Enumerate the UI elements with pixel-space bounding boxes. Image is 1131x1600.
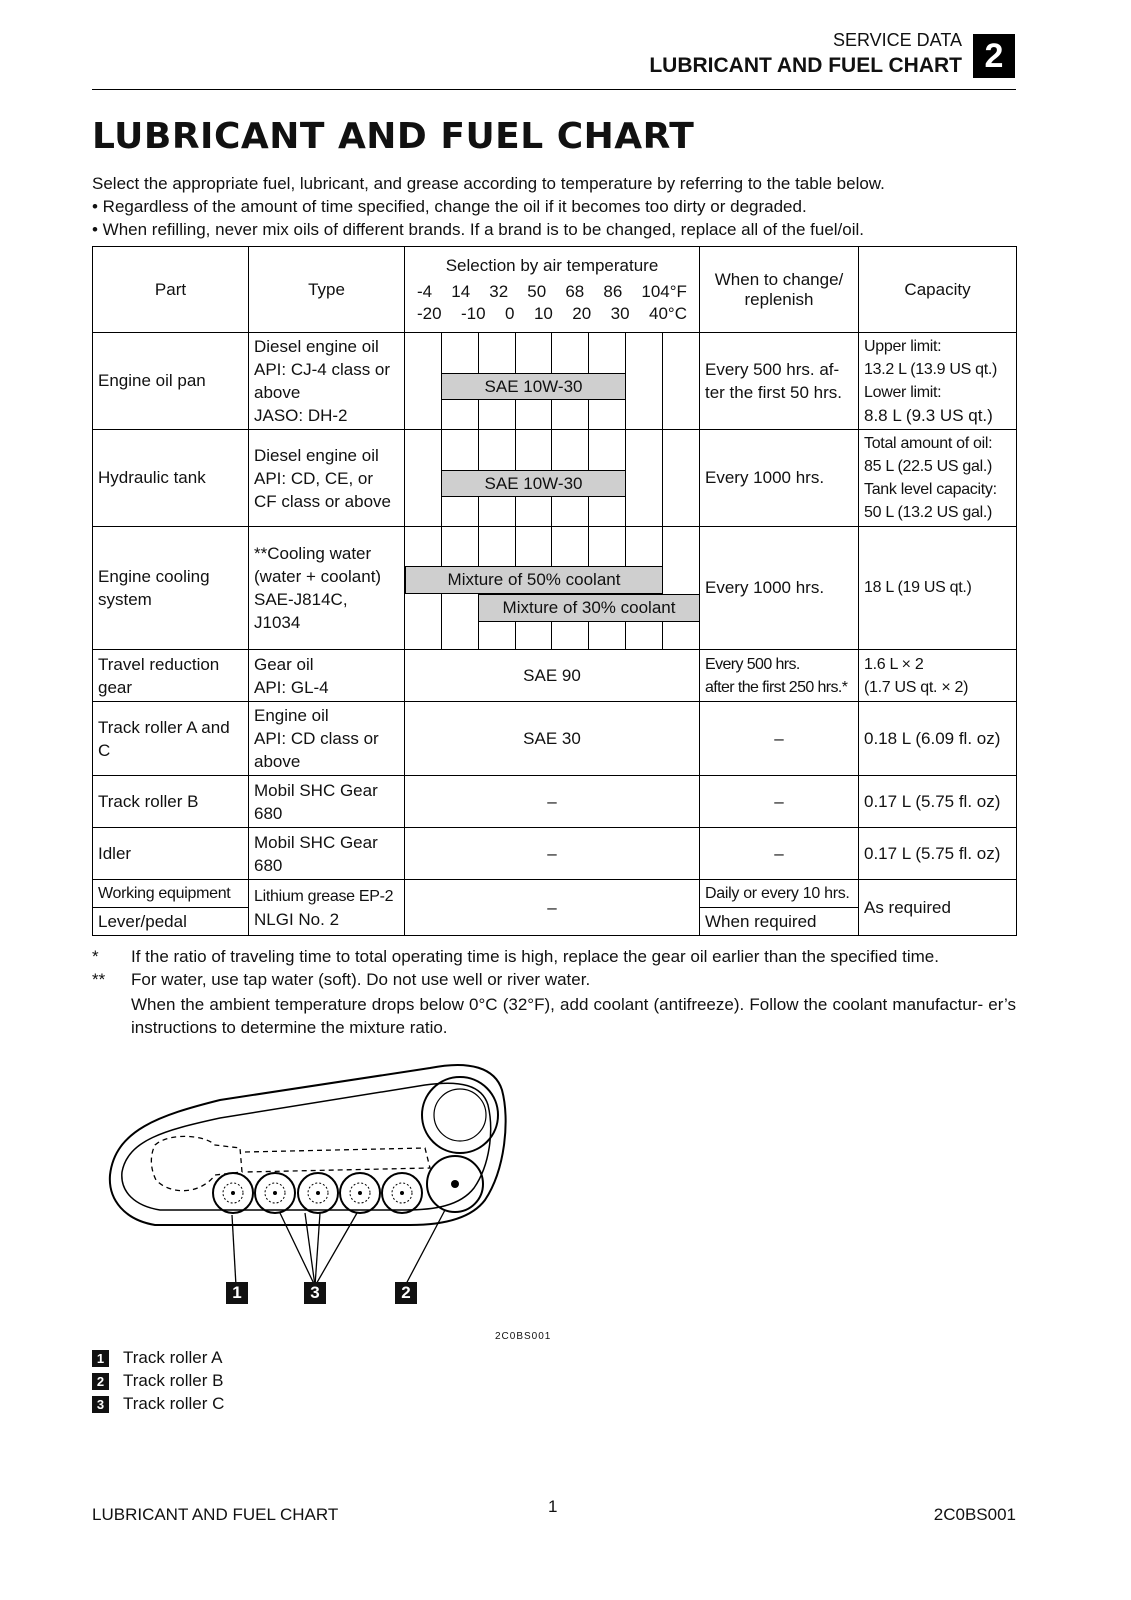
header-capacity: Capacity — [859, 247, 1017, 333]
legend-item — [92, 1348, 223, 1368]
when-line: after the first 250 hrs.* — [705, 678, 848, 696]
cell-selection: – — [405, 776, 700, 828]
cell-part: Working equipment — [93, 880, 249, 908]
legend-number: 1 — [92, 1350, 109, 1367]
cell-when — [700, 650, 859, 702]
diagram-code: 2C0BS001 — [495, 1331, 552, 1342]
cell-part: Engine cooling system — [93, 527, 249, 650]
range-bar: SAE 10W-30 — [441, 373, 626, 400]
range-bar-50: Mixture of 50% coolant — [405, 566, 663, 594]
motor-dashed — [151, 1136, 242, 1190]
legend-item — [92, 1371, 223, 1391]
capacity-line: 85 L (22.5 US gal.) — [864, 458, 993, 475]
cell-type — [249, 650, 405, 702]
cell-when: Every 500 hrs. af- ter the first 50 hrs. — [700, 333, 859, 430]
type-line: API: GL-4 — [254, 677, 329, 697]
type-line: Lithium grease EP-2 — [254, 887, 394, 905]
capacity-line: 50 L (13.2 US gal.) — [864, 504, 993, 521]
header-part: Part — [93, 247, 249, 333]
leader-lines — [232, 1210, 445, 1286]
capacity-line: 1.6 L × 2 — [864, 655, 924, 673]
type-line: CF class or above — [254, 491, 391, 511]
when-line: Every 500 hrs. — [705, 655, 800, 673]
capacity-line: Lower limit: — [864, 384, 942, 401]
type-line: above — [254, 383, 301, 402]
temp-c: 30 — [610, 303, 630, 323]
cell-type: Mobil SHC Gear 680 — [249, 776, 405, 828]
footnote-2: For water, use tap water (soft). Do not use well or river water. — [131, 970, 591, 989]
range-bar-30: Mixture of 30% coolant — [478, 594, 700, 622]
cell-selection: – — [405, 880, 700, 936]
temps-f-row — [417, 282, 687, 302]
cell-type — [249, 527, 405, 650]
table-row — [93, 430, 1017, 527]
cell-capacity: 0.17 L (5.75 fl. oz) — [859, 776, 1017, 828]
cell-when: – — [700, 776, 859, 828]
cell-type — [249, 430, 405, 527]
lubricant-table — [92, 246, 1017, 936]
cell-when: – — [700, 702, 859, 776]
cell-type — [249, 880, 405, 936]
chapter-badge: 2 — [973, 34, 1015, 78]
cell-selection: SAE 90 — [405, 650, 700, 702]
cell-part: Hydraulic tank — [93, 430, 249, 527]
capacity-line: Upper limit: — [864, 338, 942, 355]
cell-part: Track roller A and C — [93, 702, 249, 776]
table-row — [93, 333, 1017, 430]
sprocket — [422, 1077, 498, 1153]
footer-title: LUBRICANT AND FUEL CHART — [92, 1505, 339, 1524]
header-title: LUBRICANT AND FUEL CHART — [649, 54, 962, 77]
table-row — [93, 880, 1017, 908]
cell-part: Track roller B — [93, 776, 249, 828]
type-line: Engine oil — [254, 706, 329, 725]
page-number: 1 — [548, 1497, 558, 1516]
capacity-line: Total amount of oil: — [864, 435, 993, 452]
cell-part: Engine oil pan — [93, 333, 249, 430]
cell-part: Idler — [93, 828, 249, 880]
frame-dashed — [245, 1148, 430, 1172]
type-line: Diesel engine oil — [254, 445, 379, 465]
cell-selection: SAE 30 — [405, 702, 700, 776]
capacity-line: (1.7 US qt. × 2) — [864, 678, 969, 696]
temp-c: 20 — [572, 303, 592, 323]
temp-c: -10 — [461, 303, 486, 323]
header-when: When to change/ replenish — [700, 247, 859, 333]
table-row — [93, 527, 1017, 650]
type-line: NLGI No. 2 — [254, 909, 340, 929]
temp-c: -20 — [417, 303, 442, 323]
legend-number: 2 — [92, 1373, 109, 1390]
cell-type — [249, 333, 405, 430]
track-inner — [122, 1083, 491, 1210]
legend-label: Track roller B — [123, 1371, 224, 1390]
footnote-1: If the ratio of traveling time to total operating time is high, replace the gear oil earlier than the specified time. — [131, 947, 939, 966]
header-selection — [405, 247, 700, 333]
callout-2: 2 — [395, 1282, 417, 1304]
cell-when: When required — [700, 908, 859, 936]
temps-c-row — [417, 304, 687, 324]
table-row — [93, 828, 1017, 880]
range-bar: SAE 10W-30 — [441, 470, 626, 497]
type-line: J1034 — [254, 613, 301, 632]
cell-when: Daily or every 10 hrs. — [700, 880, 859, 908]
footnote-2-cont: When the ambient temperature drops below 0°C (32°F), add coolant (antifreeze). Follow the coolant manufactur- er’s instructions to determine the mixture ratio. — [131, 995, 1016, 1037]
legend-number: 3 — [92, 1396, 109, 1413]
temp-f: 104°F — [641, 281, 687, 301]
header-selection-label: Selection by air temperature — [445, 255, 659, 275]
cell-capacity: 0.18 L (6.09 fl. oz) — [859, 702, 1017, 776]
temp-grid — [405, 333, 699, 429]
intro-bullet-1: • Regardless of the amount of time specified, change the oil if it becomes too dirty or degraded. — [92, 197, 807, 216]
type-line: above — [254, 752, 301, 771]
type-line: SAE-J814C, — [254, 590, 348, 609]
cell-selection: – — [405, 828, 700, 880]
cell-capacity: As required — [859, 880, 1017, 936]
cell-type — [249, 702, 405, 776]
table-row — [93, 702, 1017, 776]
temp-c: 0 — [505, 303, 515, 323]
cell-capacity — [859, 650, 1017, 702]
track-diagram — [100, 1060, 520, 1320]
cell-temperature — [405, 333, 700, 430]
capacity-line: 8.8 L (9.3 US qt.) — [864, 406, 993, 425]
header-rule — [92, 89, 1016, 90]
header-section: SERVICE DATA — [832, 30, 962, 50]
footnote-mark: ** — [92, 970, 106, 989]
footer-code: 2C0BS001 — [933, 1505, 1016, 1524]
type-line: API: CD, CE, or — [254, 468, 374, 488]
legend-label: Track roller A — [123, 1348, 223, 1367]
cell-capacity: 0.17 L (5.75 fl. oz) — [859, 828, 1017, 880]
cell-capacity — [859, 333, 1017, 430]
temp-c: 40°C — [649, 303, 687, 323]
cell-part: Lever/pedal — [93, 908, 249, 936]
type-line: (water + coolant) — [254, 567, 382, 586]
type-line: API: CD class or — [254, 729, 379, 748]
cell-when: – — [700, 828, 859, 880]
type-line: **Cooling water — [254, 544, 372, 563]
track-outline — [110, 1065, 506, 1225]
cell-when: Every 1000 hrs. — [700, 527, 859, 650]
intro-bullet-2: • When refilling, never mix oils of different brands. If a brand is to be changed, replace all of the fuel/oil. — [92, 220, 865, 239]
cell-temperature — [405, 527, 700, 650]
table-row — [93, 650, 1017, 702]
type-line: Diesel engine oil — [254, 337, 379, 356]
table-row — [93, 776, 1017, 828]
temp-grid — [405, 430, 699, 526]
capacity-line: 13.2 L (13.9 US qt.) — [864, 361, 998, 378]
header-type: Type — [249, 247, 405, 333]
legend-label: Track roller C — [123, 1394, 225, 1413]
cell-when: Every 1000 hrs. — [700, 430, 859, 527]
intro-text: Select the appropriate fuel, lubricant, and grease according to temperature by referring to the table below. — [92, 174, 885, 193]
cell-capacity — [859, 430, 1017, 527]
table-header-row — [93, 247, 1017, 333]
temp-f: 68 — [565, 281, 585, 301]
callout-1: 1 — [226, 1282, 248, 1304]
temp-f: 50 — [527, 281, 547, 301]
legend-item — [92, 1394, 224, 1414]
cell-type: Mobil SHC Gear 680 — [249, 828, 405, 880]
temp-f: 86 — [603, 281, 623, 301]
temp-c: 10 — [533, 303, 553, 323]
footnote-mark: * — [92, 947, 99, 966]
temp-f: 14 — [451, 281, 471, 301]
temp-f: 32 — [489, 281, 509, 301]
cell-temperature — [405, 430, 700, 527]
callout-3: 3 — [304, 1282, 326, 1304]
temp-grid — [405, 527, 699, 649]
cell-capacity: 18 L (19 US qt.) — [859, 527, 1017, 650]
type-line: Gear oil — [254, 654, 314, 674]
cell-part: Travel reduction gear — [93, 650, 249, 702]
temp-f: -4 — [417, 281, 433, 301]
type-line: JASO: DH-2 — [254, 406, 348, 425]
capacity-line: Tank level capacity: — [864, 481, 997, 498]
type-line: API: CJ-4 class or — [254, 360, 391, 379]
page-title: LUBRICANT AND FUEL CHART — [92, 116, 695, 157]
